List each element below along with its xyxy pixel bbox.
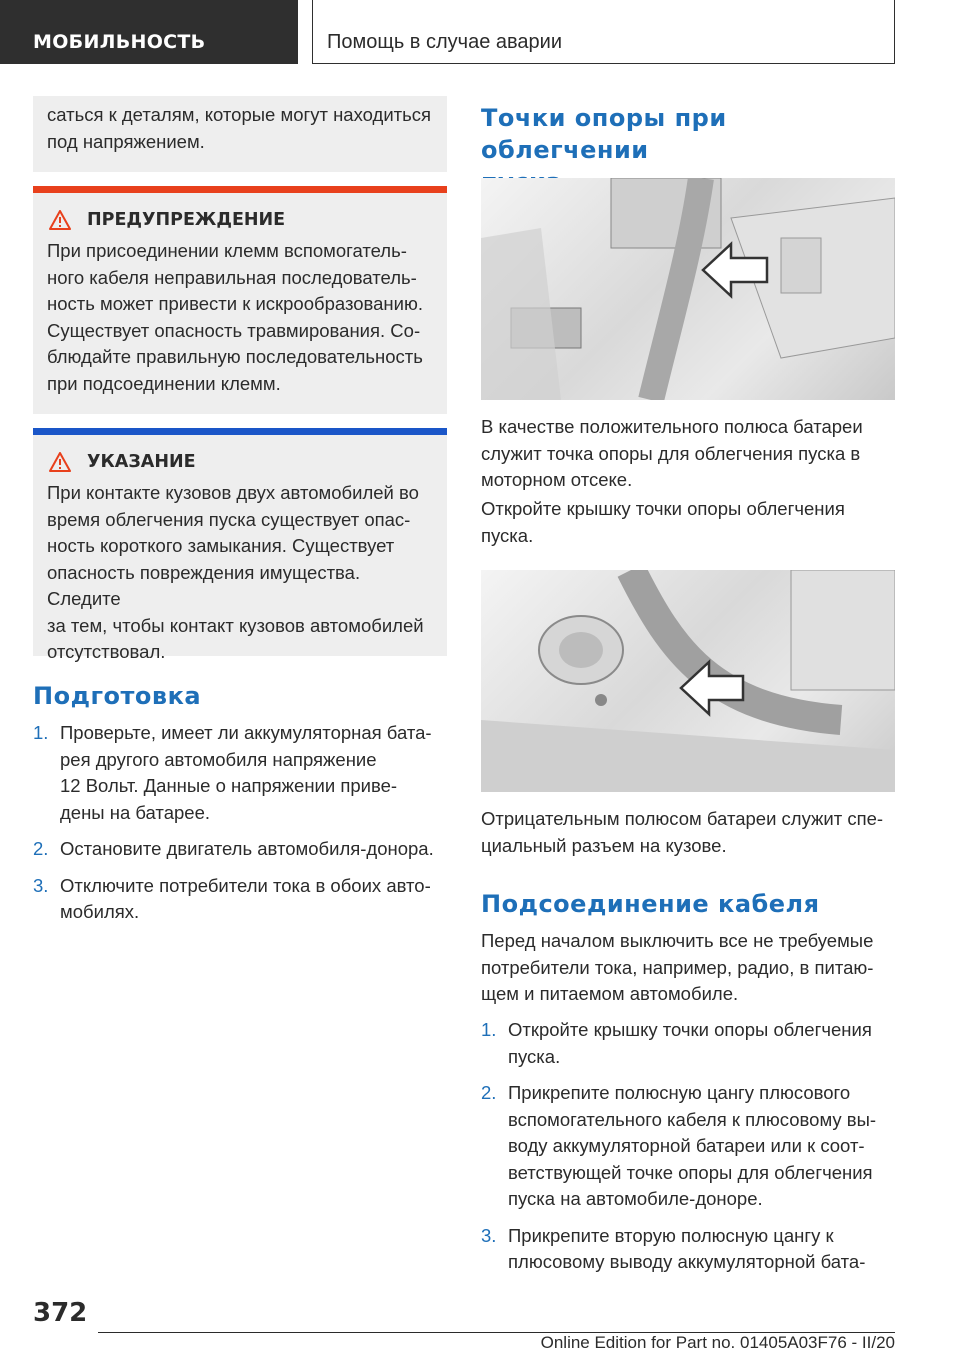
step-line: мобилях. <box>60 901 140 922</box>
cable-heading: Подсоединение кабеля <box>481 890 820 918</box>
step-line: пуска. <box>508 1045 561 1067</box>
intro-line: саться к деталям, которые могут находиться <box>47 104 432 125</box>
warning-line: при подсоединении клемм. <box>47 372 281 394</box>
step-number: 2. <box>481 1082 497 1103</box>
notice-line: время облегчения пуска существует опас- <box>47 508 411 530</box>
warning-line: При присоединении клемм вспомогатель- <box>47 240 407 261</box>
intro-box <box>33 96 447 172</box>
engine-illustration <box>481 178 895 400</box>
warning-bar <box>33 186 447 193</box>
list-item <box>33 873 447 926</box>
warning-line: ность может привести к искрообразованию. <box>47 293 423 314</box>
prep-steps <box>33 720 447 936</box>
notice-box <box>33 428 447 662</box>
step-line: пуска на автомобиле-доноре. <box>508 1188 763 1209</box>
intro-line: под напряжением. <box>47 130 205 152</box>
engine-bay-photo <box>481 178 895 400</box>
warning-title-row <box>49 210 433 230</box>
intro-line: щем и питаемом автомобиле. <box>481 983 739 1004</box>
list-item <box>481 1017 895 1070</box>
notice-line: за тем, чтобы контакт кузовов автомобилей <box>47 614 424 636</box>
caption-line: служит точка опоры для облегчения пуска в <box>481 442 861 464</box>
step-line: вспомогательного кабеля к плюсовому вы- <box>508 1108 877 1130</box>
list-item <box>481 1223 895 1276</box>
caption-line: моторном отсеке. <box>481 469 633 490</box>
step-line: дены на батарее. <box>60 801 210 823</box>
notice-title: УКАЗАНИЕ <box>87 452 196 472</box>
step-line: плюсовому выводу аккумуляторной бата- <box>508 1251 866 1272</box>
step-line: воду аккумуляторной батареи или к соот- <box>508 1135 865 1156</box>
edition-label: Online Edition for Part no. 01405A03F76 - II/20 <box>540 1333 895 1352</box>
notice-triangle-icon <box>49 452 71 472</box>
cable-steps <box>481 1017 895 1286</box>
list-item <box>481 1080 895 1213</box>
cable-intro <box>481 928 895 1008</box>
step-number: 3. <box>33 874 49 896</box>
list-item <box>33 720 447 826</box>
step-line: Прикрепите вторую полюсную цангу к <box>508 1224 834 1246</box>
step-number: 3. <box>481 1224 497 1246</box>
list-item <box>33 836 447 863</box>
step-line: 12 Вольт. Данные о напряжении приве- <box>60 775 398 796</box>
caption-line: пуска. <box>481 524 534 546</box>
step-line: Проверьте, имеет ли аккумуляторная бата- <box>60 722 432 743</box>
caption-line: Отрицательным полюсом батареи служит спе- <box>481 808 884 829</box>
notice-title-row <box>49 452 433 472</box>
notice-line: ность короткого замыкания. Существует <box>47 535 395 556</box>
photo2-caption <box>481 806 895 859</box>
step-line: Откройте крышку точки опоры облегчения <box>508 1019 872 1040</box>
caption-line: циальный разъем на кузове. <box>481 834 727 856</box>
caption-line: В качестве положительного полюса батареи <box>481 416 863 437</box>
notice-bar <box>33 428 447 435</box>
warning-box <box>33 186 447 414</box>
warning-line: ного кабеля неправильная последователь- <box>47 266 417 288</box>
page-number: 372 <box>33 1298 88 1328</box>
caption-line: Откройте крышку точки опоры облегчения <box>481 498 845 519</box>
chapter-title: Помощь в случае аварии <box>312 0 895 64</box>
step-line: Отключите потребители тока в обоих авто- <box>60 874 431 896</box>
warning-triangle-icon <box>49 210 71 230</box>
step-line: Прикрепите полюсную цангу плюсового <box>508 1082 851 1103</box>
warning-title: ПРЕДУПРЕЖДЕНИЕ <box>87 210 286 230</box>
warning-line: блюдайте правильную последовательность <box>47 346 423 367</box>
connector-illustration <box>481 570 895 792</box>
notice-line: опасность повреждения имущества. Следите <box>47 561 361 609</box>
photo1-caption <box>481 414 895 494</box>
photo1-caption-2 <box>481 496 895 549</box>
step-line: Остановите двигатель автомобиля-донора. <box>60 838 434 859</box>
intro-line: потребители тока, например, радио, в питаю- <box>481 956 874 978</box>
heading-line: Точки опоры при облегчении <box>481 104 727 164</box>
body-connector-photo <box>481 570 895 792</box>
prep-heading: Подготовка <box>33 682 202 710</box>
step-number: 2. <box>33 838 49 859</box>
step-line: ветствующей точке опоры для облегчения <box>508 1161 873 1183</box>
step-number: 1. <box>481 1019 497 1040</box>
notice-line: отсутствовал. <box>47 641 166 662</box>
notice-line: При контакте кузовов двух автомобилей во <box>47 482 419 503</box>
step-line: рея другого автомобиля напряжение <box>60 748 377 770</box>
intro-line: Перед началом выключить все не требуемые <box>481 930 874 951</box>
warning-line: Существует опасность травмирования. Со- <box>47 319 421 341</box>
step-number: 1. <box>33 722 49 743</box>
section-tab: МОБИЛЬНОСТЬ <box>0 0 298 64</box>
